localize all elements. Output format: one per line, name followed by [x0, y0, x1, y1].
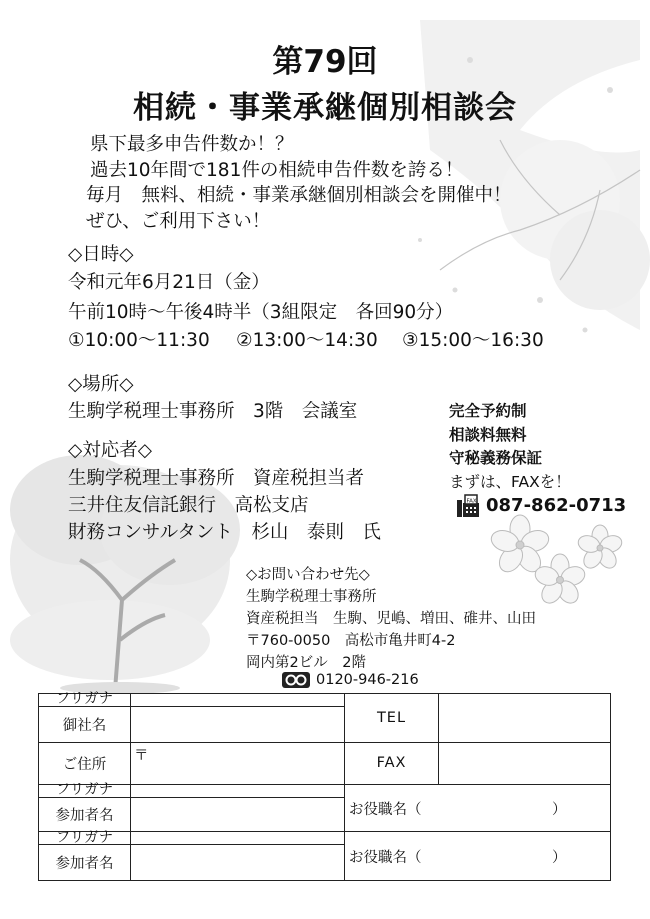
- time-slot-3: ③15:00～16:30: [402, 330, 544, 351]
- contact-block: [246, 564, 536, 674]
- participant-1-field[interactable]: [131, 797, 345, 832]
- event-hours: 午前10時～午後4時半（3組限定 各回90分）: [68, 302, 454, 323]
- event-number-title: 第79回: [272, 44, 378, 80]
- note-line: 相談料無料: [449, 425, 527, 444]
- place-value: 生駒学税理士事務所 3階 会議室: [68, 401, 358, 422]
- staff-line: 生駒学税理士事務所 資産税担当者: [68, 468, 365, 489]
- company-field[interactable]: [131, 706, 345, 742]
- free-dial-icon: [282, 672, 310, 692]
- furigana-label: フリガナ: [39, 784, 131, 797]
- intro-line: 過去10年間で181件の相続申告件数を誇る！: [90, 159, 464, 181]
- staff-line: 財務コンサルタント 杉山 泰則 氏: [68, 522, 381, 543]
- note-line: 完全予約制: [449, 402, 527, 420]
- tel-label: TEL: [345, 694, 439, 743]
- intro-line: 県下最多申告件数か！？: [90, 134, 294, 155]
- participant-2-field[interactable]: [131, 845, 345, 881]
- position-1-field[interactable]: お役職名（ ）: [345, 784, 611, 832]
- staff-line: 三井住友信託銀行 高松支店: [68, 495, 309, 516]
- application-form: [38, 693, 611, 881]
- participant-1-furigana-field[interactable]: [131, 784, 345, 797]
- free-dial-number: 0120-946-216: [316, 672, 419, 688]
- contact-building: 岡内第2ビル 2階: [246, 655, 366, 671]
- intro-line: 毎月 無料、相続・事業承継個別相談会を開催中！: [86, 185, 512, 206]
- postal-mark: 〒: [134, 747, 149, 764]
- furigana-label: フリガナ: [39, 832, 131, 845]
- datetime-heading: ◇日時◇: [68, 244, 134, 265]
- fax-machine-icon: [456, 494, 480, 522]
- position-2-field[interactable]: お役職名（ ）: [345, 832, 611, 881]
- contact-staff: 資産税担当 生駒、児嶋、増田、碓井、山田: [246, 611, 536, 627]
- tel-field[interactable]: [439, 694, 611, 743]
- furigana-label: フリガナ: [39, 694, 131, 707]
- contact-heading: ◇お問い合わせ先◇: [246, 567, 370, 583]
- intro-text: [86, 132, 512, 234]
- staff-heading: ◇対応者◇: [68, 440, 152, 461]
- contact-address: 〒760-0050 高松市亀井町4-2: [246, 633, 456, 649]
- intro-line: ぜひ、ご利用下さい！: [86, 210, 271, 232]
- address-label: ご住所: [39, 742, 131, 784]
- fax-number: 087-862-0713: [486, 495, 627, 516]
- event-date: 令和元年6月21日（金）: [68, 272, 270, 293]
- company-label: 御社名: [39, 706, 131, 742]
- address-field[interactable]: [131, 742, 345, 784]
- fax-label: FAX: [345, 742, 439, 784]
- contact-office: 生駒学税理士事務所: [246, 589, 377, 605]
- time-slot-1: ①10:00～11:30: [68, 330, 210, 351]
- reservation-notes: [449, 400, 571, 494]
- participant-2-label: 参加者名: [39, 845, 131, 881]
- time-slot-2: ②13:00～14:30: [236, 330, 378, 351]
- fax-field[interactable]: [439, 742, 611, 784]
- note-line: 守秘義務保証: [449, 449, 543, 467]
- company-furigana-field[interactable]: [131, 694, 345, 707]
- event-title: 相続・事業承継個別相談会: [133, 90, 517, 126]
- participant-2-furigana-field[interactable]: [131, 832, 345, 845]
- svg-text:FAX: FAX: [466, 498, 477, 505]
- note-line: まずは、FAXを！: [449, 472, 571, 491]
- participant-1-label: 参加者名: [39, 797, 131, 832]
- place-heading: ◇場所◇: [68, 374, 134, 395]
